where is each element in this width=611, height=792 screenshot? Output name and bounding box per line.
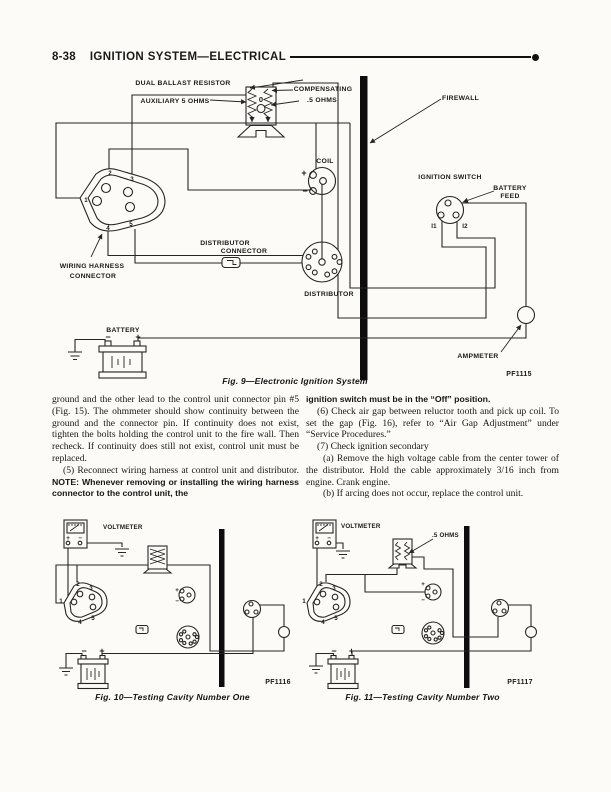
fig11-code: PF1117 (507, 679, 533, 686)
compensating-resistor-symbol (389, 539, 416, 568)
wiring-harness-connector-symbol (59, 581, 107, 626)
i2-label: I2 (462, 223, 468, 230)
paragraph: (a) Remove the high voltage cable from the center tower of the distributor. Hold the cable approximately 3/16 inch from engine. Crank engine. (306, 452, 559, 488)
coil-minus-sign: − (175, 598, 179, 605)
pin-4-label: 4 (106, 225, 110, 232)
paragraph: (6) Check air gap between reluctor tooth and pick up coil. To set the gap (Fig. 16), refer to “Air Gap Adjustment” under “Service Procedures.” (306, 405, 559, 441)
paragraph-bold-note: ignition switch must be in the “Off” position. (306, 394, 491, 404)
paragraph (306, 394, 559, 406)
fig11-caption: Fig. 11—Testing Cavity Number Two (345, 692, 500, 702)
pin-5-label: 5 (91, 615, 95, 622)
fig10-code: PF1116 (265, 679, 291, 686)
battery-feed-label-line2: FEED (500, 193, 520, 200)
voltmeter-minus-sign: − (327, 535, 331, 542)
coil-plus-sign: + (421, 581, 425, 588)
paragraph: (b) If arcing does not occur, replace the control unit. (323, 488, 524, 500)
battery-feed-label-line1: BATTERY (493, 185, 527, 192)
firewall-label: FIREWALL (442, 95, 480, 102)
coil-label: COIL (316, 158, 334, 165)
pin-1-label: 1 (302, 598, 306, 605)
ignition-switch-label: IGNITION SWITCH (418, 174, 482, 181)
firewall-bar (219, 529, 225, 687)
coil-plus-sign: + (301, 168, 307, 178)
voltmeter-symbol (313, 520, 336, 548)
fig9-electronic-ignition-diagram (0, 62, 611, 392)
header-bullet-icon (532, 54, 539, 61)
ampmeter-label: AMPMETER (457, 353, 499, 360)
pin-3-label: 3 (130, 176, 134, 183)
voltmeter-symbol (64, 520, 87, 548)
pin-1-label: 1 (84, 197, 88, 204)
battery-minus-sign: − (331, 646, 337, 656)
fig11-testing-cavity-two-diagram (302, 512, 611, 692)
battery-minus-sign: − (81, 646, 87, 656)
distributor-connector-symbol (136, 626, 148, 634)
battery-symbol (328, 646, 358, 689)
pin-3-label: 3 (332, 585, 336, 592)
coil-minus-sign: − (302, 186, 308, 196)
ohms-leader-arrow (409, 539, 433, 553)
paragraph: ground and the other lead to the control unit connector pin #5 (Fig. 15). The ohmmeter should show continuity between the ground and the connector pin. If continuity does not exist, tighten the bolts holding the control unit to the fire wall. Then recheck. If continuity does still not exist, control unit must be replaced. (52, 394, 299, 464)
pin-5-label: 5 (334, 615, 338, 622)
battery-symbol (99, 341, 146, 378)
page-number: 8-38 (52, 51, 76, 63)
wiring-harness-label-line2: CONNECTOR (69, 273, 117, 280)
body-right-column (306, 394, 559, 500)
compensating-label-line1: COMPENSATING (293, 86, 353, 93)
header-rule (290, 56, 531, 58)
pin-3-label: 3 (89, 585, 93, 592)
ignition-switch-symbol (492, 600, 509, 617)
paragraph-bold-note: NOTE: Whenever removing or installing the wiring harness connector to the control unit, the (52, 476, 299, 499)
i1-label: I1 (431, 223, 437, 230)
coil-symbol (175, 587, 195, 605)
pin-4-label: 4 (321, 619, 325, 626)
wiring-harness-connector-symbol (302, 581, 350, 626)
ohms-label: .5 OHMS (432, 532, 459, 539)
battery-plus-sign: + (135, 332, 141, 342)
voltmeter-plus-sign: + (315, 535, 319, 542)
pin-1-label: 1 (59, 598, 63, 605)
pin-4-label: 4 (78, 619, 82, 626)
pin-5-label: 5 (129, 221, 133, 228)
paragraph: (7) Check ignition secondary (317, 441, 429, 453)
coil-minus-sign: − (421, 597, 425, 604)
distributor-label: DISTRIBUTOR (304, 291, 354, 298)
ampmeter-symbol (279, 627, 290, 638)
fig10-testing-cavity-one-diagram (0, 512, 306, 692)
pin-2-label: 2 (319, 581, 323, 588)
fig9-caption: Fig. 9—Electronic Ignition System (222, 376, 368, 386)
battery-minus-sign: − (105, 332, 111, 342)
distributor-connector-label-line2: CONNECTOR (220, 248, 268, 255)
pin-2-label: 2 (108, 170, 112, 177)
wiring-harness-connector-symbol (80, 169, 165, 231)
voltmeter-minus-sign: − (78, 535, 82, 542)
paragraph-text: (5) Reconnect wiring harness at control unit and distributor. (63, 464, 299, 476)
pin-2-label: 2 (76, 581, 80, 588)
resistor-zero: 0 (258, 95, 264, 104)
firewall-bar (360, 76, 368, 380)
ignition-switch-symbol (437, 197, 464, 224)
battery-label: BATTERY (106, 327, 140, 334)
distributor-connector-symbol (392, 626, 404, 634)
ampmeter-symbol (518, 307, 535, 324)
ampmeter-symbol (526, 627, 537, 638)
fig9-code: PF1115 (506, 371, 532, 378)
firewall-bar (464, 526, 470, 688)
resistor-symbol (144, 546, 171, 573)
voltmeter-label: VOLTMETER (103, 524, 143, 531)
battery-symbol (78, 646, 108, 689)
battery-plus-sign: + (99, 646, 105, 656)
distributor-connector-symbol (222, 258, 240, 268)
coil-plus-sign: + (175, 587, 179, 594)
fig10-caption: Fig. 10—Testing Cavity Number One (95, 692, 250, 702)
distributor-connector-label-line1: DISTRIBUTOR (200, 240, 250, 247)
dual-ballast-resistor-label: DUAL BALLAST RESISTOR (135, 80, 231, 87)
voltmeter-plus-sign: + (66, 535, 70, 542)
ignition-switch-symbol (244, 601, 261, 618)
auxiliary-ohms-label: AUXILIARY 5 OHMS (140, 98, 210, 105)
compensating-label-line2: .5 OHMS (306, 97, 338, 104)
body-left-column (52, 394, 299, 500)
distributor-symbol (422, 622, 444, 644)
page-title: IGNITION SYSTEM—ELECTRICAL (89, 51, 287, 63)
distributor-symbol (177, 626, 199, 648)
voltmeter-label: VOLTMETER (341, 523, 381, 530)
paragraph (52, 465, 299, 500)
battery-plus-sign: + (348, 646, 355, 656)
wiring-harness-label-line1: WIRING HARNESS (59, 263, 125, 270)
